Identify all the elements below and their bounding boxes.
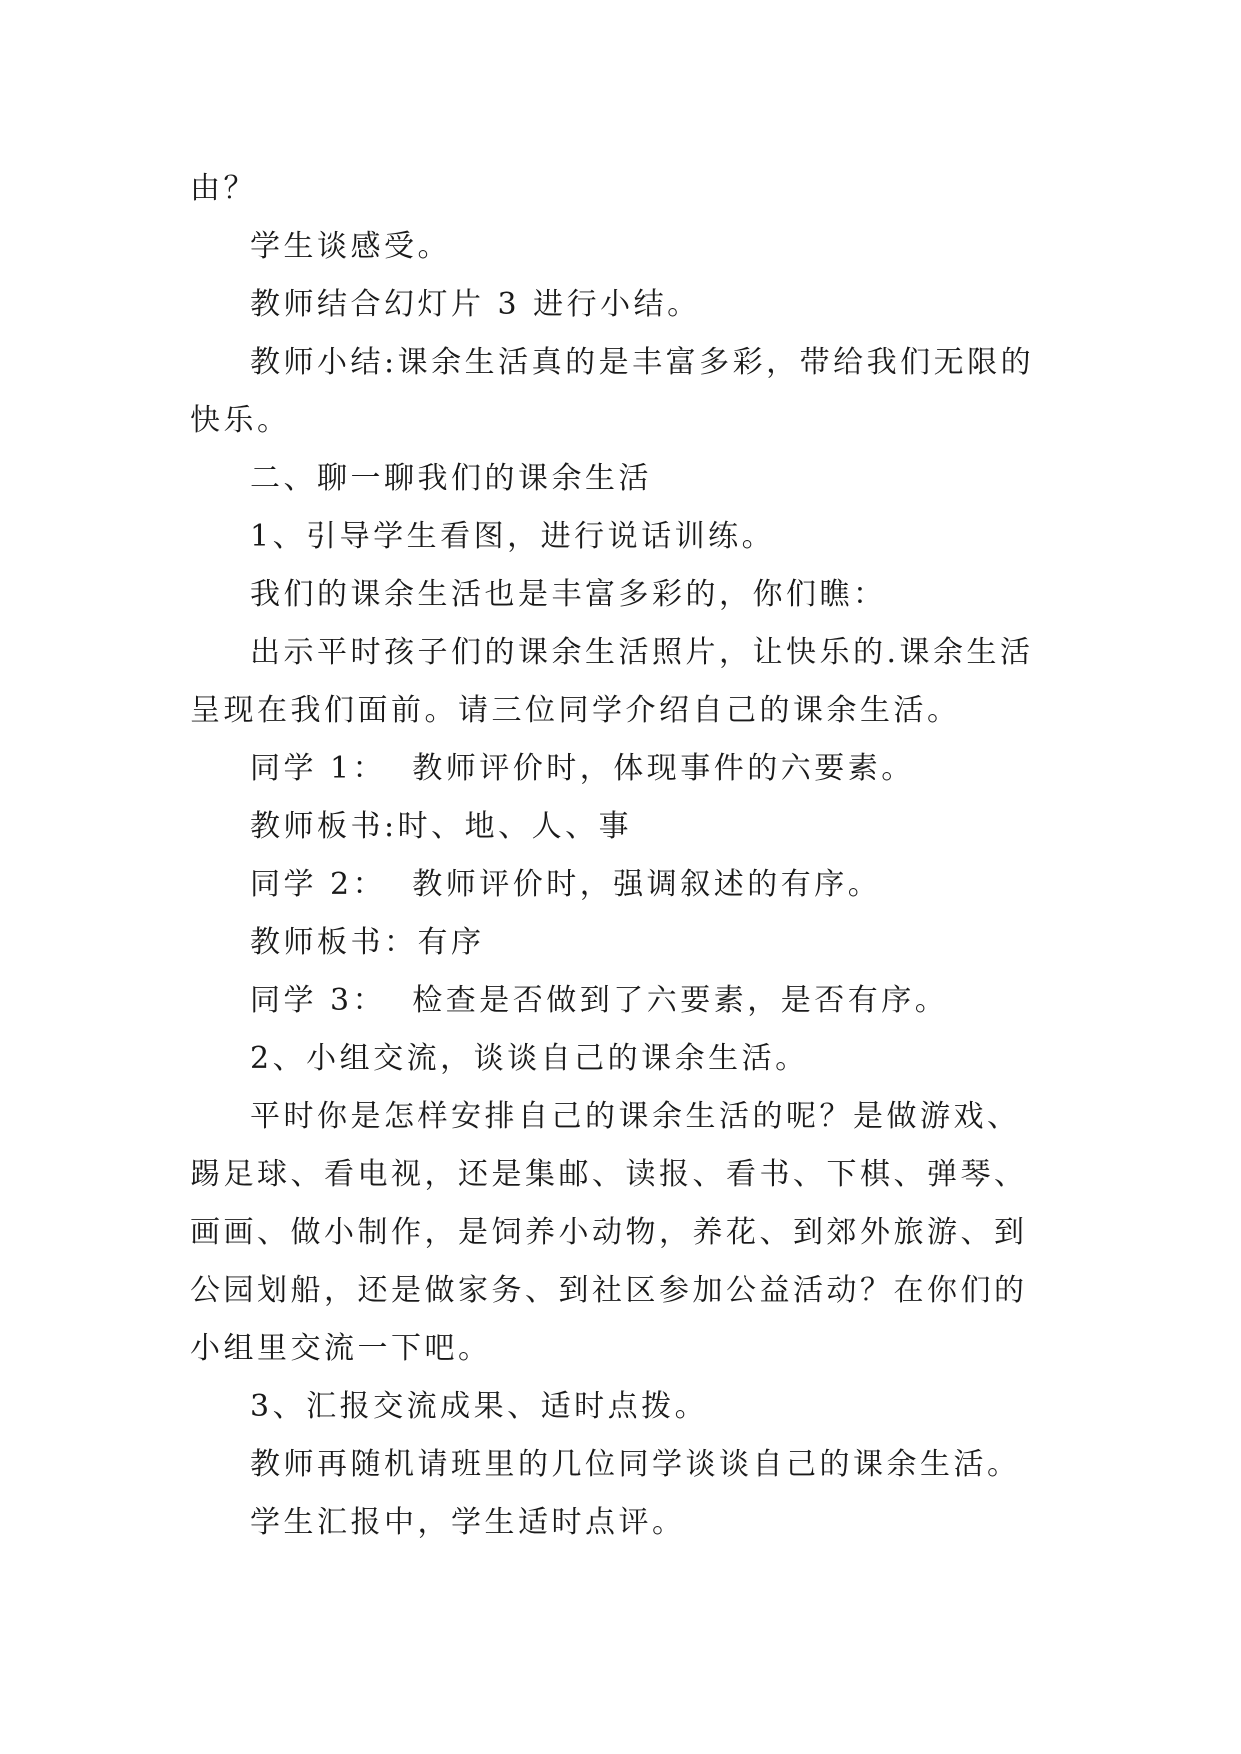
paragraph: 同学 1： 教师评价时，体现事件的六要素。 bbox=[250, 751, 915, 786]
paragraph: 我们的课余生活也是丰富多彩的，你们瞧： bbox=[250, 577, 887, 612]
paragraph: 由？ bbox=[190, 171, 257, 206]
paragraph: 1、引导学生看图，进行说话训练。 bbox=[250, 519, 776, 554]
paragraph: 2、小组交流，谈谈自己的课余生活。 bbox=[250, 1041, 809, 1076]
paragraph: 教师结合幻灯片 3 进行小结。 bbox=[250, 287, 701, 322]
paragraph: 同学 3： 检查是否做到了六要素，是否有序。 bbox=[250, 983, 949, 1018]
paragraph: 同学 2： 教师评价时，强调叙述的有序。 bbox=[250, 867, 882, 902]
paragraph: 平时你是怎样安排自己的课余生活的呢？是做游戏、踢足球、看电视，还是集邮、读报、看书、下棋、弹琴、画画、做小制作，是饲养小动物，养花、到郊外旅游、到公园划船，还是做家务、到社区参加公益活动？在你们的小组里交流一下吧。 bbox=[190, 1099, 1028, 1366]
paragraph: 教师板书：有序 bbox=[250, 925, 485, 960]
paragraph: 教师再随机请班里的几位同学谈谈自己的课余生活。 bbox=[250, 1447, 1021, 1482]
paragraph: 3、汇报交流成果、适时点拨。 bbox=[250, 1389, 709, 1424]
paragraph: 学生谈感受。 bbox=[250, 229, 451, 264]
section-heading: 二、聊一聊我们的课余生活 bbox=[250, 461, 652, 496]
paragraph: 教师板书:时、地、人、事 bbox=[250, 809, 633, 844]
document-body bbox=[190, 160, 1050, 1552]
paragraph: 教师小结:课余生活真的是丰富多彩，带给我们无限的快乐。 bbox=[190, 345, 1035, 438]
paragraph: 学生汇报中，学生适时点评。 bbox=[250, 1505, 686, 1540]
paragraph: 出示平时孩子们的课余生活照片，让快乐的.课余生活呈现在我们面前。请三位同学介绍自己的课余生活。 bbox=[190, 635, 1034, 728]
